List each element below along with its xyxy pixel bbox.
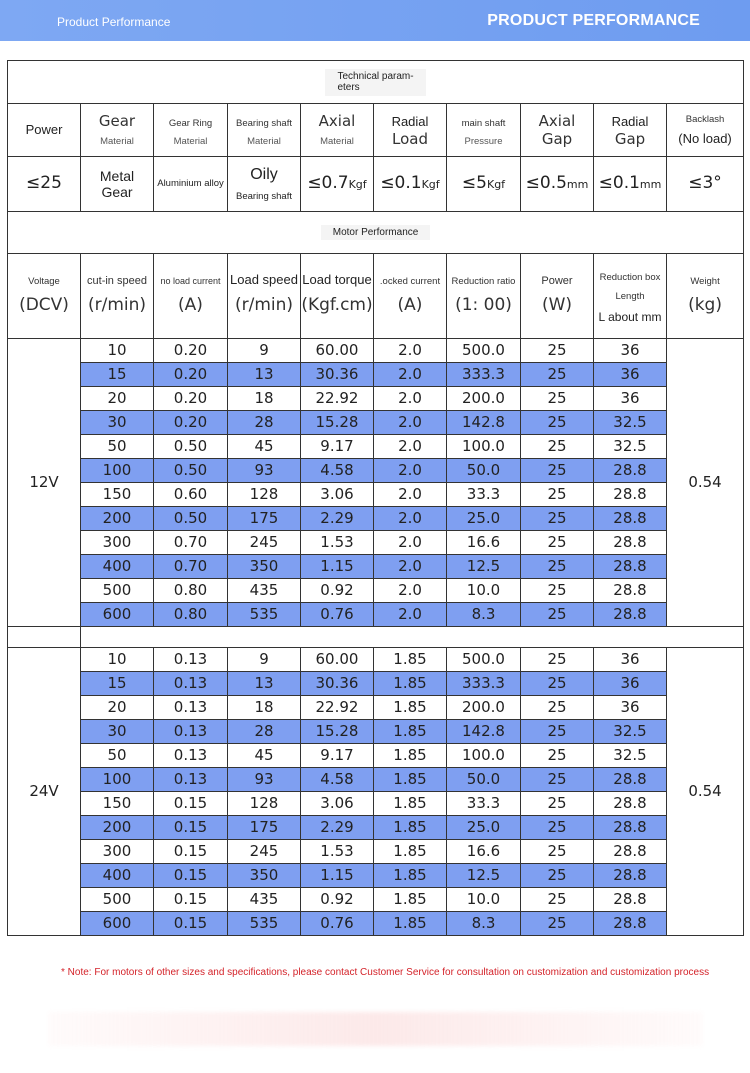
- cell-ratio: 16.6: [447, 840, 521, 864]
- cell-power: 25: [521, 459, 594, 483]
- cell-noload: 0.50: [154, 435, 228, 459]
- cell-box-length: 28.8: [594, 531, 667, 555]
- cell-power: 25: [521, 840, 594, 864]
- cell-load-speed: 350: [228, 864, 301, 888]
- cell-noload: 0.50: [154, 507, 228, 531]
- cell-noload: 0.13: [154, 696, 228, 720]
- cell-noload: 0.15: [154, 792, 228, 816]
- cell-speed: 150: [81, 792, 154, 816]
- cell-load-speed: 28: [228, 411, 301, 435]
- cell-noload: 0.70: [154, 555, 228, 579]
- motor-header-noload: no load current (A): [154, 254, 228, 339]
- cell-load-speed: 245: [228, 531, 301, 555]
- cell-box-length: 32.5: [594, 411, 667, 435]
- cell-load-speed: 18: [228, 387, 301, 411]
- cell-ratio: 25.0: [447, 507, 521, 531]
- cell-power: 25: [521, 555, 594, 579]
- tech-header-gear-ring: Gear Ring Material: [154, 104, 228, 157]
- cell-torque: 0.92: [301, 888, 374, 912]
- cell-ratio: 50.0: [447, 459, 521, 483]
- cell-box-length: 32.5: [594, 744, 667, 768]
- cell-speed: 400: [81, 864, 154, 888]
- voltage-group-12v: [8, 339, 744, 627]
- cell-power: 25: [521, 792, 594, 816]
- cell-torque: 1.53: [301, 531, 374, 555]
- cell-speed: 15: [81, 672, 154, 696]
- cell-noload: 0.20: [154, 387, 228, 411]
- cell-locked: 1.85: [374, 696, 447, 720]
- cell-noload: 0.20: [154, 339, 228, 363]
- cell-box-length: 28.8: [594, 864, 667, 888]
- table-row: [8, 507, 744, 531]
- table-row: [8, 768, 744, 792]
- motor-header-voltage: Voltage (DCV): [8, 254, 81, 339]
- cell-power: 25: [521, 339, 594, 363]
- cell-ratio: 12.5: [447, 864, 521, 888]
- cell-torque: 4.58: [301, 768, 374, 792]
- tech-value-backlash: ≤3°: [667, 157, 744, 212]
- cell-ratio: 8.3: [447, 912, 521, 936]
- cell-speed: 20: [81, 387, 154, 411]
- tech-header-axial-gap: Axial Gap: [521, 104, 594, 157]
- motor-header-ratio: Reduction ratio (1: 00): [447, 254, 521, 339]
- cell-torque: 3.06: [301, 792, 374, 816]
- tech-value-gear: Metal Gear: [81, 157, 154, 212]
- cell-load-speed: 9: [228, 648, 301, 672]
- technical-title: Technical param- eters: [8, 61, 744, 104]
- tech-header-radial-load: Radial Load: [374, 104, 447, 157]
- cell-torque: 15.28: [301, 720, 374, 744]
- cell-power: 25: [521, 768, 594, 792]
- cell-torque: 0.76: [301, 912, 374, 936]
- cell-locked: 1.85: [374, 720, 447, 744]
- cell-load-speed: 93: [228, 768, 301, 792]
- motor-header-locked: .ocked current (A): [374, 254, 447, 339]
- cell-load-speed: 45: [228, 435, 301, 459]
- table-row: [8, 555, 744, 579]
- cell-locked: 2.0: [374, 555, 447, 579]
- cell-locked: 1.85: [374, 816, 447, 840]
- motor-header-row: [8, 254, 744, 339]
- table-row: [8, 483, 744, 507]
- cell-box-length: 28.8: [594, 603, 667, 627]
- technical-value-row: [8, 157, 744, 212]
- cell-ratio: 200.0: [447, 696, 521, 720]
- technical-header-row: [8, 104, 744, 157]
- cell-locked: 2.0: [374, 579, 447, 603]
- motor-header-weight: Weight (kg): [667, 254, 744, 339]
- cell-locked: 2.0: [374, 339, 447, 363]
- cell-torque: 60.00: [301, 339, 374, 363]
- tech-header-main-shaft: main shaft Pressure: [447, 104, 521, 157]
- cell-ratio: 500.0: [447, 648, 521, 672]
- cell-noload: 0.20: [154, 363, 228, 387]
- voltage-cell: 24V: [8, 648, 81, 936]
- cell-power: 25: [521, 411, 594, 435]
- cell-ratio: 333.3: [447, 672, 521, 696]
- cell-speed: 300: [81, 531, 154, 555]
- performance-table: [7, 60, 744, 936]
- cell-locked: 1.85: [374, 912, 447, 936]
- motor-header-load-speed: Load speed (r/min): [228, 254, 301, 339]
- cell-noload: 0.70: [154, 531, 228, 555]
- cell-speed: 400: [81, 555, 154, 579]
- cell-speed: 100: [81, 768, 154, 792]
- separator-right: [81, 627, 744, 648]
- cell-load-speed: 28: [228, 720, 301, 744]
- cell-speed: 200: [81, 816, 154, 840]
- cell-noload: 0.13: [154, 720, 228, 744]
- cell-power: 25: [521, 579, 594, 603]
- cell-speed: 20: [81, 696, 154, 720]
- cell-locked: 2.0: [374, 387, 447, 411]
- cell-locked: 2.0: [374, 483, 447, 507]
- table-row: [8, 840, 744, 864]
- cell-noload: 0.60: [154, 483, 228, 507]
- cell-power: 25: [521, 696, 594, 720]
- tech-value-main-shaft: ≤5Kgf: [447, 157, 521, 212]
- cell-locked: 1.85: [374, 648, 447, 672]
- table-row: [8, 672, 744, 696]
- cell-power: 25: [521, 648, 594, 672]
- cell-speed: 500: [81, 579, 154, 603]
- cell-noload: 0.20: [154, 411, 228, 435]
- cell-locked: 2.0: [374, 363, 447, 387]
- cell-noload: 0.80: [154, 603, 228, 627]
- motor-header-power: Power (W): [521, 254, 594, 339]
- cell-locked: 2.0: [374, 531, 447, 555]
- table-row: [8, 363, 744, 387]
- cell-speed: 50: [81, 435, 154, 459]
- weight-cell: 0.54: [667, 339, 744, 627]
- cell-speed: 150: [81, 483, 154, 507]
- group-separator: [8, 627, 744, 648]
- cell-load-speed: 45: [228, 744, 301, 768]
- tech-value-axial: ≤0.7Kgf: [301, 157, 374, 212]
- cell-torque: 9.17: [301, 744, 374, 768]
- cell-torque: 3.06: [301, 483, 374, 507]
- cell-speed: 10: [81, 648, 154, 672]
- cell-power: 25: [521, 816, 594, 840]
- cell-speed: 10: [81, 339, 154, 363]
- cell-power: 25: [521, 363, 594, 387]
- blurred-strip: [48, 1012, 703, 1046]
- cell-noload: 0.15: [154, 816, 228, 840]
- motor-title: Motor Performance: [8, 212, 744, 254]
- cell-power: 25: [521, 483, 594, 507]
- customization-note: * Note: For motors of other sizes and specifications, please contact Customer Service for consultation on customization and customization process: [61, 967, 710, 978]
- cell-torque: 15.28: [301, 411, 374, 435]
- cell-torque: 60.00: [301, 648, 374, 672]
- table-row: [8, 411, 744, 435]
- cell-noload: 0.15: [154, 864, 228, 888]
- cell-locked: 2.0: [374, 507, 447, 531]
- cell-box-length: 36: [594, 363, 667, 387]
- cell-noload: 0.13: [154, 648, 228, 672]
- cell-load-speed: 93: [228, 459, 301, 483]
- tech-header-radial-gap: Radial Gap: [594, 104, 667, 157]
- cell-box-length: 28.8: [594, 483, 667, 507]
- cell-torque: 2.29: [301, 816, 374, 840]
- cell-noload: 0.13: [154, 744, 228, 768]
- motor-header-box-length: Reduction box Length L about mm: [594, 254, 667, 339]
- cell-power: 25: [521, 531, 594, 555]
- header-right-title: PRODUCT PERFORMANCE: [487, 12, 700, 29]
- tech-value-power: ≤25: [8, 157, 81, 212]
- cell-load-speed: 535: [228, 603, 301, 627]
- cell-locked: 1.85: [374, 840, 447, 864]
- cell-speed: 30: [81, 720, 154, 744]
- table-row: [8, 720, 744, 744]
- cell-torque: 4.58: [301, 459, 374, 483]
- cell-torque: 2.29: [301, 507, 374, 531]
- table-row: [8, 603, 744, 627]
- cell-noload: 0.13: [154, 672, 228, 696]
- cell-noload: 0.15: [154, 840, 228, 864]
- cell-box-length: 28.8: [594, 840, 667, 864]
- cell-box-length: 28.8: [594, 555, 667, 579]
- cell-noload: 0.15: [154, 888, 228, 912]
- cell-power: 25: [521, 507, 594, 531]
- cell-load-speed: 13: [228, 672, 301, 696]
- cell-locked: 2.0: [374, 603, 447, 627]
- tech-value-radial-gap: ≤0.1mm: [594, 157, 667, 212]
- cell-torque: 1.15: [301, 555, 374, 579]
- cell-box-length: 28.8: [594, 579, 667, 603]
- cell-load-speed: 9: [228, 339, 301, 363]
- cell-locked: 1.85: [374, 864, 447, 888]
- cell-torque: 22.92: [301, 696, 374, 720]
- cell-ratio: 10.0: [447, 888, 521, 912]
- cell-box-length: 28.8: [594, 888, 667, 912]
- cell-power: 25: [521, 744, 594, 768]
- cell-speed: 600: [81, 912, 154, 936]
- cell-noload: 0.15: [154, 912, 228, 936]
- cell-speed: 30: [81, 411, 154, 435]
- cell-speed: 500: [81, 888, 154, 912]
- cell-ratio: 12.5: [447, 555, 521, 579]
- cell-box-length: 28.8: [594, 507, 667, 531]
- cell-load-speed: 175: [228, 507, 301, 531]
- table-row: [8, 579, 744, 603]
- tech-header-bearing-shaft: Bearing shaft Material: [228, 104, 301, 157]
- tech-value-gear-ring: Aluminium alloy: [154, 157, 228, 212]
- tech-value-radial: ≤0.1Kgf: [374, 157, 447, 212]
- cell-locked: 1.85: [374, 768, 447, 792]
- cell-power: 25: [521, 912, 594, 936]
- cell-load-speed: 245: [228, 840, 301, 864]
- cell-power: 25: [521, 387, 594, 411]
- cell-ratio: 142.8: [447, 411, 521, 435]
- cell-box-length: 28.8: [594, 768, 667, 792]
- table-row: [8, 696, 744, 720]
- cell-power: 25: [521, 672, 594, 696]
- tech-header-gear: Gear Material: [81, 104, 154, 157]
- cell-torque: 1.15: [301, 864, 374, 888]
- table-row: [8, 435, 744, 459]
- cell-locked: 2.0: [374, 411, 447, 435]
- cell-torque: 30.36: [301, 363, 374, 387]
- cell-torque: 1.53: [301, 840, 374, 864]
- cell-noload: 0.13: [154, 768, 228, 792]
- cell-speed: 600: [81, 603, 154, 627]
- header-banner: [0, 0, 750, 41]
- cell-load-speed: 435: [228, 888, 301, 912]
- cell-load-speed: 535: [228, 912, 301, 936]
- table-row: [8, 339, 744, 363]
- table-row: [8, 888, 744, 912]
- cell-ratio: 8.3: [447, 603, 521, 627]
- cell-load-speed: 350: [228, 555, 301, 579]
- cell-speed: 15: [81, 363, 154, 387]
- cell-torque: 0.76: [301, 603, 374, 627]
- cell-power: 25: [521, 864, 594, 888]
- cell-speed: 200: [81, 507, 154, 531]
- cell-locked: 2.0: [374, 459, 447, 483]
- cell-power: 25: [521, 435, 594, 459]
- weight-cell: 0.54: [667, 648, 744, 936]
- cell-box-length: 36: [594, 696, 667, 720]
- tech-value-axial-gap: ≤0.5mm: [521, 157, 594, 212]
- cell-ratio: 500.0: [447, 339, 521, 363]
- table-row: [8, 912, 744, 936]
- cell-ratio: 16.6: [447, 531, 521, 555]
- table-row: [8, 816, 744, 840]
- cell-torque: 0.92: [301, 579, 374, 603]
- cell-box-length: 32.5: [594, 435, 667, 459]
- table-row: [8, 792, 744, 816]
- motor-header-torque: Load torque (Kgf.cm): [301, 254, 374, 339]
- motor-header-speed: cut-in speed (r/min): [81, 254, 154, 339]
- cell-locked: 2.0: [374, 435, 447, 459]
- cell-ratio: 100.0: [447, 435, 521, 459]
- cell-locked: 1.85: [374, 792, 447, 816]
- table-row: [8, 459, 744, 483]
- cell-locked: 1.85: [374, 672, 447, 696]
- cell-ratio: 33.3: [447, 792, 521, 816]
- tech-header-axial: Axial Material: [301, 104, 374, 157]
- cell-speed: 100: [81, 459, 154, 483]
- table-row: [8, 531, 744, 555]
- cell-load-speed: 18: [228, 696, 301, 720]
- cell-load-speed: 175: [228, 816, 301, 840]
- tech-header-power: Power: [8, 104, 81, 157]
- cell-power: 25: [521, 888, 594, 912]
- tech-header-backlash: Backlash (No load): [667, 104, 744, 157]
- cell-load-speed: 435: [228, 579, 301, 603]
- voltage-group-24v: [8, 648, 744, 936]
- cell-ratio: 25.0: [447, 816, 521, 840]
- cell-load-speed: 13: [228, 363, 301, 387]
- cell-locked: 1.85: [374, 888, 447, 912]
- table-row: [8, 387, 744, 411]
- cell-torque: 30.36: [301, 672, 374, 696]
- technical-title-row: [8, 61, 744, 104]
- cell-box-length: 28.8: [594, 816, 667, 840]
- cell-locked: 1.85: [374, 744, 447, 768]
- cell-ratio: 142.8: [447, 720, 521, 744]
- cell-speed: 300: [81, 840, 154, 864]
- cell-torque: 22.92: [301, 387, 374, 411]
- cell-load-speed: 128: [228, 483, 301, 507]
- cell-speed: 50: [81, 744, 154, 768]
- cell-ratio: 33.3: [447, 483, 521, 507]
- cell-box-length: 36: [594, 387, 667, 411]
- cell-box-length: 32.5: [594, 720, 667, 744]
- motor-title-row: [8, 212, 744, 254]
- cell-noload: 0.50: [154, 459, 228, 483]
- table-row: [8, 744, 744, 768]
- voltage-cell: 12V: [8, 339, 81, 627]
- cell-box-length: 28.8: [594, 459, 667, 483]
- cell-ratio: 100.0: [447, 744, 521, 768]
- cell-noload: 0.80: [154, 579, 228, 603]
- cell-load-speed: 128: [228, 792, 301, 816]
- separator-left: [8, 627, 81, 648]
- cell-box-length: 28.8: [594, 912, 667, 936]
- table-row: [8, 864, 744, 888]
- cell-ratio: 10.0: [447, 579, 521, 603]
- header-left-title: Product Performance: [57, 15, 171, 29]
- cell-box-length: 36: [594, 672, 667, 696]
- cell-box-length: 28.8: [594, 792, 667, 816]
- cell-box-length: 36: [594, 648, 667, 672]
- cell-box-length: 36: [594, 339, 667, 363]
- cell-ratio: 200.0: [447, 387, 521, 411]
- cell-ratio: 333.3: [447, 363, 521, 387]
- cell-power: 25: [521, 603, 594, 627]
- cell-torque: 9.17: [301, 435, 374, 459]
- table-row: [8, 648, 744, 672]
- tech-value-bearing: Oily Bearing shaft: [228, 157, 301, 212]
- cell-ratio: 50.0: [447, 768, 521, 792]
- cell-power: 25: [521, 720, 594, 744]
